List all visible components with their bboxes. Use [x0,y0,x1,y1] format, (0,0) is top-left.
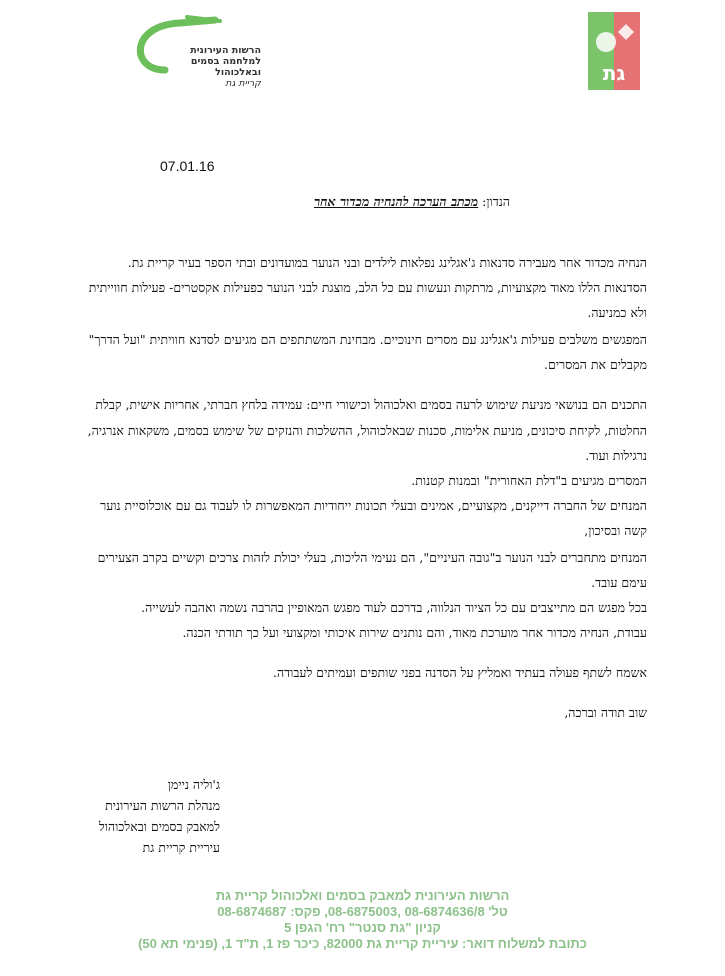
letter-date: 07.01.16 [160,158,215,174]
body-line: קשה ובסיכון, [584,523,647,538]
body-line: התכנים הם בנושאי מניעת שימוש לרעה בסמים ואלכוהול וכישורי חיים: עמידה בלחץ חברתי, אחריות אישית, קבלת [95,397,647,412]
body-line: החלטות, לקיחת סיכונים, מניעת אלימות, סכנות שבאלכוהול, ההשלכות והנזקים של שימוש בסמים, משקאות אנרגיה, [87,423,647,438]
svg-text:גת: גת [602,61,626,85]
footer-phone: טל' 08-6874636/8 ,08-6875003, פקס: 08-6874687 [217,904,508,919]
body-line: המסרים מגיעים ב"דלת האחורית" ובמנות קטנות. [411,473,647,488]
subject-line [314,194,510,210]
signature-title: למאבק בסמים ובאלכוהול [98,819,220,834]
body-line: הסדנאות הללו מאוד מקצועיות, מרתקות ונעשות עם כל הלב, מוצגת לבני הנוער כפעילות אקסטרים- פעילות חווייתית [88,280,647,295]
logo-line-2: למלחמה בסמים [190,56,261,67]
closing-line: שוב תודה וברכה, [564,705,647,720]
city-logo [588,12,640,90]
authority-logo [125,15,265,87]
body-line: בכל מפגש הם מתייצבים עם כל הציוד הנלווה, בדרכם לעוד מפגש המאופיין בהרבה נשמה ואהבה לעשייה. [141,600,647,615]
logo-line-3: ובאלכוהול [215,67,261,78]
footer-line: הרשות העירונית למאבק בסמים ואלכוהול קריית גת [215,888,510,903]
body-line: מקבלים את המסרים. [543,357,647,372]
signature-title: עיריית קריית גת [142,840,220,855]
body-line: הנחיה מכדור אחר מעבירה סדנאות ג'אגלינג נפלאות לילדים ובני הנוער במועדונים ובתי הספר בעיר קריית גת. [127,255,647,270]
signature-name: ג'וליה ניימן [167,777,220,792]
body-line: אשמח לשתף פעולה בעתיד ואמליץ על הסדנה בפני שותפים ועמיתים לעבודה. [273,665,647,680]
body-line: המנחים של החברה דייקנים, מקצועיים, אמינים ובעלי תכונות ייחודיות המאפשרות לו לעבוד גם עם אוכלוסיית נוער [100,498,647,513]
signature-title: מנהלת הרשות העירונית [105,798,220,813]
subject-label: הנדון: [478,194,510,209]
body-line: נרגילות ועוד. [585,448,647,463]
body-line: עבודת, הנחיה מכדור אחר מוערכת מאוד, והם נותנים שירות איכותי ומקצועי ועל כך תודתי הכנה. [182,625,647,640]
body-line: המנחים מתחברים לבני הנוער ב"גובה העיניים", הם נעימי הליכות, בעלי יכולת לזהות צרכים וקשיים בקרב הצעירים [97,550,647,565]
logo-line-1: הרשות העירונית [190,45,261,56]
subject-title: מכתב הערכה להנחיה מכדור אחר [314,194,479,209]
body-line: ולא כמניעה. [587,305,647,320]
body-line: עימם עובד. [591,575,647,590]
footer-address: קניון "גת סנטר" רח' הגפן 5 [284,920,441,935]
body-line: המפגשים משלבים פעילות ג'אגלינג עם מסרים חינוכיים. מבחינת המשתתפים הם מגיעים לסדנא חוויתית "ועל הדרך" [88,332,647,347]
logo-line-4: קריית גת [225,78,261,89]
footer-mailing: כתובת למשלוח דואר: עיריית קריית גת 82000, כיכר פז 1, ת"ד 1, (פנימי תא 50) [138,936,587,951]
